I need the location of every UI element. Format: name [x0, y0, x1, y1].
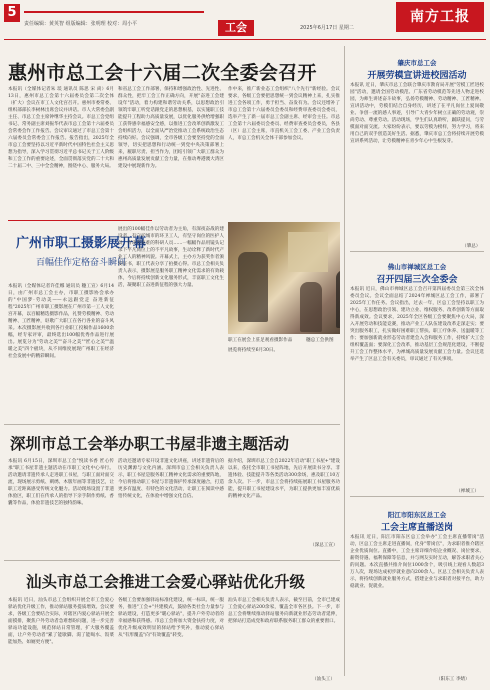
article-body-shantou-col3: 汕头市总工会相关负责人表示，截至目前，全市已建成工会爱心驿站200余家，覆盖全市各区县。下一步，市总工会将继续推动驿站服务向新就业形态劳动者延伸，把驿站打造成党和政府联系服务职工群众的重要窗口。 — [228, 598, 340, 624]
article-headline-shenzhen: 深圳市总工会举办职工书屋非遗主题活动 — [10, 434, 290, 453]
article-headline-shantou: 汕头市总工会推进工会爱心驿站优化升级 — [26, 572, 306, 591]
sidebar3-body: 本报讯 近日，阳江市阳东区总工会举办"工会主席直播带岗"活动，区总工会主席走进直播间，化身"带岗官"，为求职者推介辖区企业优质岗位。直播中，工会主席详细介绍企业概况、岗位要求、薪资待遇、福利保障等信息，并与网友实时互动，解答求职者关心的问题。本次直播共推介岗位1000余个，吸引线上观看人数超3万人次，现场达成初步就业意向200余人。区总工会相关负责人表示，将持续创新就业服务方式，搭建企业与求职者对接平台，助力稳就业、促就业。 — [350, 535, 484, 589]
section-divider-1 — [4, 424, 340, 425]
article-body-guangzhou-note: 展览将持续至6月30日。 — [228, 348, 279, 353]
sidebar1-body: 本报讯 近日，肇庆市总工会联合肇庆市教育局开展"劳模工匠进校园"活动，邀请全国劳动模范、广东省劳动模范等先进人物走进校园，为师生讲述奋斗故事，弘扬劳模精神、劳动精神、工匠精神。宣讲活动中，劳模们结合自身经历，讲述了在平凡岗位上爱岗敬业、争创一流的感人事迹，引导广大青少年树立正确的劳动观，崇尚劳动、尊重劳动。活动现场，学生们认真聆听，踊跃提问，与劳模面对面交流。大家纷纷表示，要以劳模为榜样，努力学习，将来用自己的双手创造美好生活。据悉，肇庆市总工会将持续开展劳模宣讲系列活动，让劳模精神在青少年心中生根发芽。 — [350, 83, 484, 144]
sidebar-divider-2 — [350, 496, 484, 497]
article-body-huizhou-col2: 和省总工会工作部署，保持和增强政治性、先进性、群众性，把牢工会工作正确方向，开展"奋进工会建设年"活动，着力构建和谐劳动关系，以思想政治引领筑牢职工听党话跟党走的思想根基，以实施职工技能提升工程助力高质量发展，以优化服务供给增强职工获得感幸福感安全感，以推进工会改革创新激发工会组织活力，以全面从严治党推动工会系统政治生态持续向好。会议强调，全市各级工会要坚持党的全面领导，切实把思想和行动统一到党中央决策部署上来，履职尽责、担当作为，团结引领广大职工群众为惠州高质量发展贡献工会力量，在推动粤港澳大湾区建设中展现新作为。 — [118, 87, 224, 169]
article-body-huizhou-col3: 作中来，推广新业态工会组织"八个先行"新经验。会议要求，各级工会要把思想统一到会议精神上来，扎实推进工会各项工作，勇于担当、奋发有为。会议还增补了市总工会第十六届委员会委员和经费审查委员会委员，选举产生了新一届市总工会副主席、经审会主任。市总工会第十六届委员会委员、经费审查委员会委员，各县（区）总工会主席，市直机关工会工委、产业工会负责人，市总工会机关全体干部参加会议。 — [228, 87, 340, 141]
sidebar3-byline: （阳东工 李婧） — [436, 677, 470, 682]
page-number: 5 — [4, 4, 20, 22]
sidebar-divider-1 — [350, 251, 484, 252]
column-divider — [344, 46, 345, 676]
editor-credits: 责任编辑：黄英智 组版编辑：张明理 校对：周小平 — [24, 21, 138, 27]
sidebar1-title: 开展劳模宣讲进校园活动 — [367, 71, 467, 81]
header-divider — [4, 39, 486, 40]
sidebar2-body: 本报讯 近日，佛山市禅城区总工会召开第四届委员会第三次全体委员会议。会议全面总结了2024年禅城区总工会工作，部署了2025年工作任务。会议指出，过去一年，区总工会坚持以职工为中心，在思想政治引领、建功立业、维权服务、改革创新等方面取得新成效。会议要求，2025年全区各级工会要聚焦中心大局，深入开展劳动和技能竞赛，推动产业工人队伍建设改革走深走实；要突出服务职工，扎实做好困难职工帮扶、职工疗休养、送温暖等工作；要加强新就业形态劳动者建会入会和服务工作，持续扩大工会组织覆盖面；要深化工会改革，推动基层工会规范化建设，不断提升工会工作整体水平，为禅城高质量发展贡献工会力量。会议还选举产生了区总工会有关委员，审议通过了有关事项。 — [350, 287, 484, 362]
article-body-guangzhou-col2: 展出的100幅佳作以劳动者为主角，有深夜奋战的建设者、有守护城市的环卫工人，有坚守岗位的医护人员，有攻坚克难的科研人员……一幅幅作品用镜头记录下平凡岗位上的不平凡故事，生动诠释了新时代产业工人的精神风貌。开幕式上，主办方为获奖作者颁发证书，职工代表分享了拍摄心得。市总工会相关负责人表示，摄影展是服务职工精神文化需求的有效载体，今后将持续创新文化服务形式，丰富职工文化生活，凝聚职工奋进新征程的强大力量。 — [118, 227, 224, 288]
article-body-guangzhou-col1: 本报讯（全媒体记者许佳娜 通讯员 穗工宣）6月14日，由广州市总工会主办，市职工摄影协会承办的"中国梦·劳动美——永远跟党走 奋进新征程"2025年广州市职工摄影展在广州市第一工人文化宫开幕，以百幅精选摄影作品，礼赞劳模精神、劳动精神、工匠精神，讴歌广大职工在各行各业的奋斗风采。本次摄影展共收到各行业职工投稿作品1600余幅，经专家评审，最终选出100幅优秀作品进行展出。展览分为"劳动之美""奋斗之美""匠心之美""温暖之美"四个板块，从不同维度展现广州职工在经济社会发展中的精彩瞬间。 — [8, 284, 114, 359]
article-body-shenzhen-col3: 据介绍，深圳市总工会自2022年启动"职工书屋+"建设以来，依托全市职工书屋阵地，先后开展读书分享、非遗体验、技能提升等各类活动300余场，惠及职工10万余人次。下一步，市总工会将持续拓展职工书屋服务功能，提升职工书屋建设水平，为职工提供更加丰富优质的精神文化产品。 — [228, 459, 340, 499]
article-body-shenzhen-col2: 活动还邀请专家开设非遗文化讲座，讲述非遗背后的历史渊源与文化内涵。深圳市总工会相关负责人表示，职工书屋是服务职工精神文化需求的重要阵地，今后将推动职工书屋与非遗保护传承深度融合，打造更多有温度、有特色的文化活动，让职工在阅读中感悟传统文化，在体验中增强文化自信。 — [118, 459, 224, 499]
issue-date: 2025年6月17日 星期二 — [300, 25, 354, 31]
section-divider-2 — [4, 560, 340, 561]
article-body-shantou-col1: 本报讯 近日，汕头市总工会组织开展全市工会爱心驿站优化升级工作，推动驿站服务提质增效。会议要求，各级工会要结合实际，对辖区内爱心驿站开展全面摸排，聚焦户外劳动者急难愁盼问题，进一步完善驿站功能设施，规范驿站日常管理，扩大服务覆盖面，让户外劳动者"累了能歇脚、渴了能喝水、饭菜能加热、如厕更方便"。 — [8, 598, 114, 645]
article-body-huizhou-col1: 本报讯（全媒体记者朱 琰 通讯员 陈思 宋 尚）6月13日，惠州市总工会第十六届委员会第二次全体（扩大）会议在市工人文化宫召开。惠州市委常委、组织部部长李树林出席会议并讲话。市人大常委会副主任、市总工会主席钟继华主持会议。市总工会党组书记、常务副主席刘振华代表市总工会第十六届委员会常委会作工作报告。会议审议通过了市总工会第十六届委员会常委会工作报告。报告指出，2025年全市总工会要坚持以习近平新时代中国特色社会主义思想为指导，深入学习贯彻习近平总书记关于工人阶级和工会工作的重要论述，全面贯彻落实党的二十大和二十届二中、三中全会精神，围绕中心、服务大局。 — [8, 87, 114, 169]
sidebar2-kicker: 佛山市禅城区总工会 — [387, 263, 447, 271]
article-subhead-guangzhou: 百幅佳作定格奋斗瞬间 — [36, 258, 127, 268]
article-byline-shenzhen: （深总工宣） — [310, 543, 338, 548]
sidebar3-title: 工会主席直播送岗 — [380, 523, 453, 533]
article-body-shenzhen-col1: 本报讯 6月15日，深圳市总工会"悦读书香 匠心传承"职工书屋非遗主题活动在市职工文化中心举行。活动邀请非遗传承人走进职工书屋，与职工面对面交流，现场展示剪纸、刺绣、木版年画等非遗技艺，让职工近距离感受传统文化魅力。活动现场设置了非遗体验区，职工们在传承人的指导下亲手制作剪纸、香囊等作品，体验非遗技艺的独特韵味。 — [8, 459, 114, 506]
sidebar1-byline: （肇总） — [462, 244, 481, 249]
sidebar2-byline: （禅城工） — [456, 489, 479, 494]
exhibition-photo — [228, 222, 340, 334]
photo-caption: 职工在展会上驻足观看摄影作品 — [228, 338, 293, 343]
article-body-shantou-col2: 各级工会要加强驿站标准化建设，统一标识、统一服务，推进"工会+"共建模式，鼓励各类社会力量参与驿站建设，打造更多"暖心驿站"，提升户外劳动者的幸福感和获得感。市总工会将加大资金扶持力度，对优化升级成效明显的驿站给予奖补，推动爱心驿站从"有形覆盖"向"有效覆盖"转变。 — [118, 598, 224, 638]
article-headline-guangzhou: 广州市职工摄影展开幕 — [16, 236, 147, 251]
sidebar1-kicker: 肇庆市总工会 — [397, 59, 437, 67]
photo-credit: 穗总工会供图 — [306, 338, 334, 343]
masthead-logo: 南方工报 — [396, 2, 484, 32]
header-rule — [24, 11, 204, 13]
article-headline-huizhou: 惠州市总工会十六届二次全委会召开 — [8, 62, 317, 84]
article-byline-shantou: （汕头工） — [312, 677, 335, 682]
sidebar3-kicker: 阳江市阳东区总工会 — [387, 511, 447, 519]
sidebar2-title: 召开四届三次全委会 — [376, 275, 458, 285]
section-label: 工会 — [218, 20, 254, 36]
page-header — [0, 0, 490, 38]
